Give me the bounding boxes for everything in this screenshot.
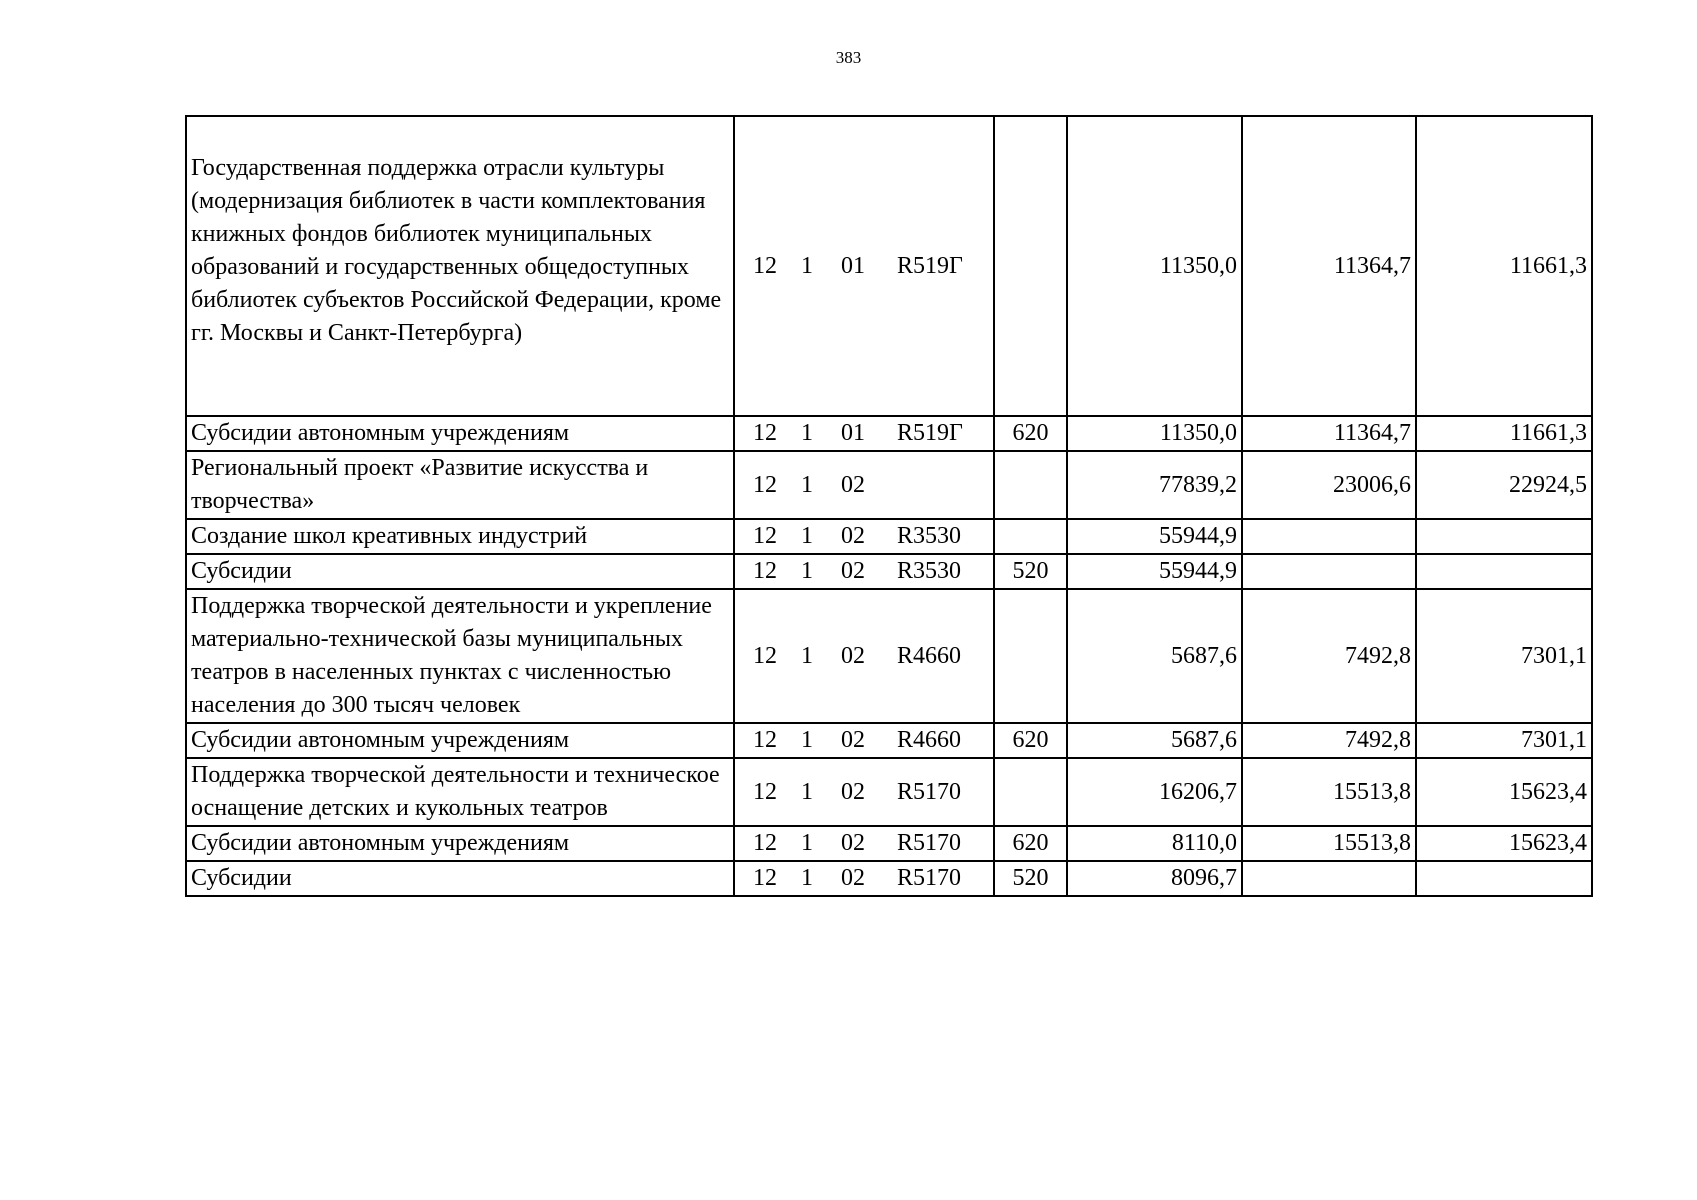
om-code: 02 (841, 830, 865, 856)
om-code: 02 (841, 471, 865, 498)
amount-year3-cell (1416, 554, 1592, 589)
gp-code: 12 (753, 727, 777, 753)
gp-code: 12 (753, 252, 777, 279)
amount-year3-cell: 15623,4 (1416, 826, 1592, 861)
amount-year2-cell: 23006,6 (1242, 451, 1416, 519)
kvr-cell: 620 (994, 723, 1067, 758)
row-codes-cell (734, 723, 994, 758)
direction-code: R519Г (897, 420, 963, 446)
gp-code: 12 (753, 778, 777, 805)
page-number: 383 (835, 48, 862, 67)
om-code: 02 (841, 523, 865, 549)
pp-code: 1 (801, 558, 813, 584)
amount-year1-cell: 11350,0 (1067, 116, 1242, 416)
pp-code: 1 (801, 523, 813, 549)
gp-code: 12 (753, 471, 777, 498)
budget-table-body (186, 116, 1592, 896)
row-name-cell: Субсидии (186, 861, 734, 896)
kvr-cell: 520 (994, 861, 1067, 896)
table-row (186, 861, 1592, 896)
row-codes-cell (734, 451, 994, 519)
pp-code: 1 (801, 727, 813, 753)
amount-year1-cell: 16206,7 (1067, 758, 1242, 826)
code-grid (739, 417, 989, 450)
pp-code: 1 (801, 252, 813, 279)
table-row (186, 723, 1592, 758)
amount-year3-cell: 7301,1 (1416, 723, 1592, 758)
amount-year1-cell: 55944,9 (1067, 554, 1242, 589)
row-name-cell: Создание школ креативных индустрий (186, 519, 734, 554)
table-row (186, 589, 1592, 723)
row-codes-cell (734, 826, 994, 861)
code-grid (739, 520, 989, 553)
table-row (186, 116, 1592, 416)
pp-code: 1 (801, 471, 813, 498)
om-code: 01 (841, 420, 865, 446)
code-grid (739, 862, 989, 895)
kvr-cell (994, 451, 1067, 519)
amount-year2-cell (1242, 861, 1416, 896)
gp-code: 12 (753, 642, 777, 669)
amount-year2-cell (1242, 519, 1416, 554)
code-grid (739, 250, 989, 283)
kvr-cell (994, 758, 1067, 826)
row-name-cell: Субсидии автономным учреждениям (186, 826, 734, 861)
row-codes-cell (734, 589, 994, 723)
gp-code: 12 (753, 523, 777, 549)
amount-year1-cell: 55944,9 (1067, 519, 1242, 554)
amount-year2-cell: 11364,7 (1242, 116, 1416, 416)
table-row (186, 758, 1592, 826)
row-name-cell: Субсидии автономным учреждениям (186, 416, 734, 451)
pp-code: 1 (801, 865, 813, 891)
gp-code: 12 (753, 830, 777, 856)
code-grid (739, 724, 989, 757)
code-grid (739, 776, 989, 809)
direction-code: R5170 (897, 778, 962, 805)
row-name-cell: Субсидии автономным учреждениям (186, 723, 734, 758)
amount-year3-cell: 11661,3 (1416, 116, 1592, 416)
table-row (186, 451, 1592, 519)
amount-year2-cell: 7492,8 (1242, 723, 1416, 758)
direction-code: R4660 (897, 642, 962, 669)
gp-code: 12 (753, 420, 777, 446)
amount-year3-cell (1416, 861, 1592, 896)
table-row (186, 826, 1592, 861)
amount-year3-cell: 15623,4 (1416, 758, 1592, 826)
amount-year2-cell: 15513,8 (1242, 826, 1416, 861)
amount-year1-cell: 11350,0 (1067, 416, 1242, 451)
row-codes-cell (734, 861, 994, 896)
table-row (186, 554, 1592, 589)
pp-code: 1 (801, 642, 813, 669)
direction-code: R5170 (897, 865, 962, 891)
row-codes-cell (734, 416, 994, 451)
code-grid (739, 640, 989, 673)
row-name-cell: Поддержка творческой деятельности и укрепление материально-технической базы муниципальных театров в населенных пунктах с численностью населения до 300 тысяч человек (186, 589, 734, 723)
amount-year1-cell: 8096,7 (1067, 861, 1242, 896)
pp-code: 1 (801, 830, 813, 856)
amount-year2-cell: 7492,8 (1242, 589, 1416, 723)
table-row (186, 519, 1592, 554)
pp-code: 1 (801, 778, 813, 805)
row-codes-cell (734, 758, 994, 826)
direction-code: R4660 (897, 727, 962, 753)
code-grid (739, 469, 989, 502)
amount-year1-cell: 5687,6 (1067, 723, 1242, 758)
code-grid (739, 827, 989, 860)
direction-code (897, 469, 987, 502)
amount-year1-cell: 8110,0 (1067, 826, 1242, 861)
amount-year2-cell: 11364,7 (1242, 416, 1416, 451)
amount-year3-cell (1416, 519, 1592, 554)
kvr-cell: 520 (994, 554, 1067, 589)
row-codes-cell (734, 519, 994, 554)
om-code: 02 (841, 642, 865, 669)
amount-year2-cell (1242, 554, 1416, 589)
gp-code: 12 (753, 558, 777, 584)
code-grid (739, 555, 989, 588)
amount-year3-cell: 7301,1 (1416, 589, 1592, 723)
amount-year1-cell: 77839,2 (1067, 451, 1242, 519)
om-code: 02 (841, 865, 865, 891)
kvr-cell (994, 116, 1067, 416)
gp-code: 12 (753, 865, 777, 891)
kvr-cell: 620 (994, 416, 1067, 451)
direction-code: R3530 (897, 523, 962, 549)
amount-year1-cell: 5687,6 (1067, 589, 1242, 723)
amount-year3-cell: 22924,5 (1416, 451, 1592, 519)
kvr-cell (994, 519, 1067, 554)
om-code: 02 (841, 558, 865, 584)
row-codes-cell (734, 554, 994, 589)
kvr-cell (994, 589, 1067, 723)
row-name-cell: Государственная поддержка отрасли культуры (модернизация библиотек в части комплектования книжных фондов библиотек муниципальных образований и государственных общедоступных библиотек субъектов Российской Федерации, кроме гг. Москвы и Санкт-Петербурга) (186, 116, 734, 416)
direction-code: R519Г (897, 252, 963, 279)
row-name-cell: Субсидии (186, 554, 734, 589)
direction-code: R3530 (897, 558, 962, 584)
om-code: 01 (841, 252, 865, 279)
amount-year3-cell: 11661,3 (1416, 416, 1592, 451)
row-name-cell: Региональный проект «Развитие искусства и творчества» (186, 451, 734, 519)
row-name-cell: Поддержка творческой деятельности и техническое оснащение детских и кукольных театров (186, 758, 734, 826)
budget-table (185, 115, 1593, 897)
amount-year2-cell: 15513,8 (1242, 758, 1416, 826)
kvr-cell: 620 (994, 826, 1067, 861)
om-code: 02 (841, 727, 865, 753)
om-code: 02 (841, 778, 865, 805)
row-codes-cell (734, 116, 994, 416)
table-row (186, 416, 1592, 451)
pp-code: 1 (801, 420, 813, 446)
direction-code: R5170 (897, 830, 962, 856)
